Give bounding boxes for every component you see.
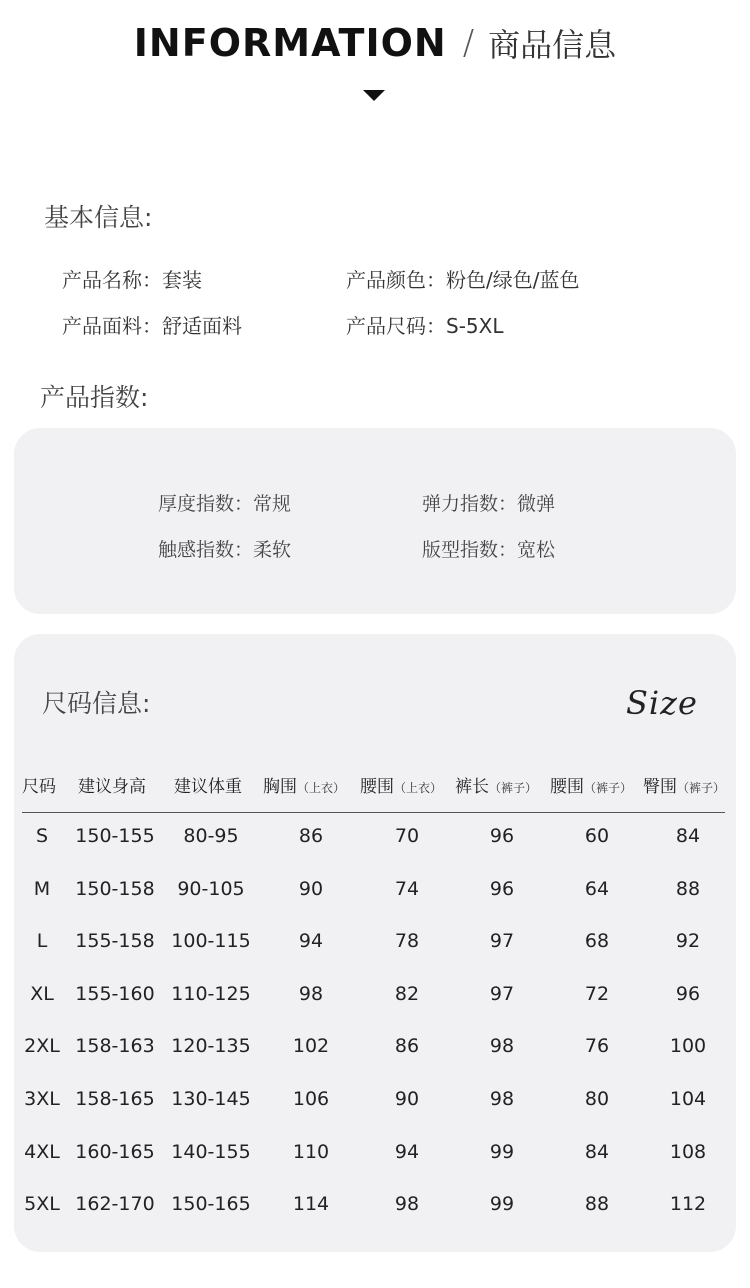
table-cell: 68 — [584, 930, 610, 953]
product-index-label: 产品指数: — [40, 383, 149, 412]
table-cell: 110-125 — [171, 982, 251, 1005]
header-title — [0, 18, 750, 68]
table-cell: 160-165 — [75, 1140, 155, 1163]
table-cell: 98 — [489, 1035, 515, 1058]
fit-index: 版型指数：宽松 — [422, 539, 556, 561]
table-cell: 2XL — [24, 1035, 60, 1058]
table-cell: 150-155 — [75, 825, 155, 847]
table-row — [14, 1136, 736, 1188]
table-cell: 130-145 — [171, 1088, 251, 1110]
table-cell: 114 — [292, 1193, 330, 1216]
table-cell: 80 — [584, 1088, 610, 1110]
table-cell: 82 — [394, 982, 420, 1005]
table-row — [14, 925, 736, 977]
table-cell: 150-165 — [171, 1193, 251, 1216]
table-cell: 94 — [394, 1140, 420, 1163]
table-cell: 5XL — [24, 1193, 60, 1216]
table-row — [14, 1030, 736, 1082]
table-cell: 110 — [292, 1140, 330, 1163]
column-header-sub: （裤子） — [489, 781, 538, 795]
column-header — [22, 772, 56, 797]
table-cell: XL — [30, 982, 54, 1005]
title-chinese: 商品信息 — [488, 26, 617, 64]
table-cell: 94 — [298, 930, 324, 953]
header — [0, 18, 750, 108]
table-cell: 80-95 — [183, 825, 239, 847]
table-cell: 90 — [298, 877, 324, 900]
product-fabric: 产品面料：舒适面料 — [62, 314, 242, 338]
header-divider — [22, 812, 725, 813]
product-color: 产品颜色：粉色/绿色/蓝色 — [346, 268, 580, 292]
table-cell: 99 — [489, 1193, 515, 1216]
table-cell: 108 — [669, 1140, 707, 1163]
down-triangle-icon — [363, 90, 385, 101]
table-cell: 88 — [584, 1193, 610, 1216]
table-cell: 84 — [584, 1140, 610, 1163]
table-cell: 76 — [584, 1035, 610, 1058]
column-header-sub: （裤子） — [584, 781, 633, 795]
table-cell: 86 — [298, 825, 324, 847]
table-cell: 99 — [489, 1140, 515, 1163]
table-row — [14, 1083, 736, 1135]
table-cell: 97 — [489, 930, 515, 953]
column-header — [263, 772, 345, 797]
column-header-sub: （上衣） — [297, 781, 346, 795]
product-name: 产品名称：套装 — [62, 268, 202, 292]
size-logo-text: Size — [626, 684, 698, 722]
title-english: INFORMATION — [133, 21, 447, 65]
product-index-card — [14, 428, 736, 614]
table-cell: 84 — [675, 825, 701, 847]
table-cell: 158-165 — [75, 1088, 155, 1110]
table-cell: 60 — [584, 825, 610, 847]
table-cell: 72 — [584, 982, 610, 1005]
table-cell: 120-135 — [171, 1035, 251, 1058]
table-cell: 100-115 — [171, 930, 251, 953]
touch-index: 触感指数：柔软 — [158, 539, 292, 561]
thickness-index: 厚度指数：常规 — [158, 493, 292, 515]
size-table-header — [14, 772, 736, 802]
column-header-label: 胸围 — [263, 777, 297, 797]
table-cell: 96 — [675, 982, 701, 1005]
column-header — [174, 772, 242, 797]
column-header — [78, 772, 146, 797]
table-cell: 140-155 — [171, 1140, 251, 1163]
table-cell: 3XL — [24, 1088, 60, 1110]
column-header-label: 臀围 — [643, 777, 677, 797]
table-cell: 106 — [292, 1088, 330, 1110]
table-cell: 86 — [394, 1035, 420, 1058]
table-cell: 100 — [669, 1035, 707, 1058]
table-cell: 155-160 — [75, 982, 155, 1005]
table-row — [14, 873, 736, 925]
column-header-sub: （裤子） — [677, 781, 726, 795]
table-cell: S — [35, 825, 49, 847]
product-size-range: 产品尺码：S-5XL — [346, 314, 504, 338]
table-cell: 98 — [394, 1193, 420, 1216]
table-row — [14, 820, 736, 872]
column-header — [643, 772, 725, 797]
table-cell: 158-163 — [75, 1035, 155, 1058]
table-cell: 4XL — [24, 1140, 60, 1163]
title-slash: / — [462, 23, 475, 63]
column-header — [455, 772, 537, 797]
size-info-label: 尺码信息: — [42, 689, 151, 718]
table-cell: 98 — [298, 982, 324, 1005]
column-header-label: 腰围 — [550, 777, 584, 797]
elasticity-index: 弹力指数：微弹 — [422, 493, 556, 515]
column-header — [550, 772, 632, 797]
table-cell: 104 — [669, 1088, 707, 1110]
table-cell: 102 — [292, 1035, 330, 1058]
table-row — [14, 1188, 736, 1240]
table-cell: 74 — [394, 877, 420, 900]
column-header-label: 建议体重 — [174, 777, 242, 797]
column-header-label: 腰围 — [360, 777, 394, 797]
table-cell: 96 — [489, 825, 515, 847]
size-info-card — [14, 634, 736, 1252]
table-row — [14, 978, 736, 1030]
table-cell: 162-170 — [75, 1193, 155, 1216]
table-cell: 92 — [675, 930, 701, 953]
size-logo — [626, 684, 698, 722]
column-header — [360, 772, 442, 797]
table-cell: 88 — [675, 877, 701, 900]
table-cell: 97 — [489, 982, 515, 1005]
column-header-label: 裤长 — [455, 777, 489, 797]
table-cell: 90 — [394, 1088, 420, 1110]
table-cell: 112 — [669, 1193, 707, 1216]
column-header-label: 尺码 — [22, 777, 56, 797]
table-cell: 64 — [584, 877, 610, 900]
table-cell: 90-105 — [177, 877, 245, 900]
table-cell: 78 — [394, 930, 420, 953]
table-cell: 150-158 — [75, 877, 155, 900]
table-cell: 96 — [489, 877, 515, 900]
table-cell: L — [36, 930, 48, 953]
table-cell: 155-158 — [75, 930, 155, 953]
table-cell: 98 — [489, 1088, 515, 1110]
table-cell: 70 — [394, 825, 420, 847]
table-cell: M — [33, 877, 51, 900]
basic-info-label: 基本信息: — [44, 203, 153, 232]
column-header-label: 建议身高 — [78, 777, 146, 797]
column-header-sub: （上衣） — [394, 781, 443, 795]
